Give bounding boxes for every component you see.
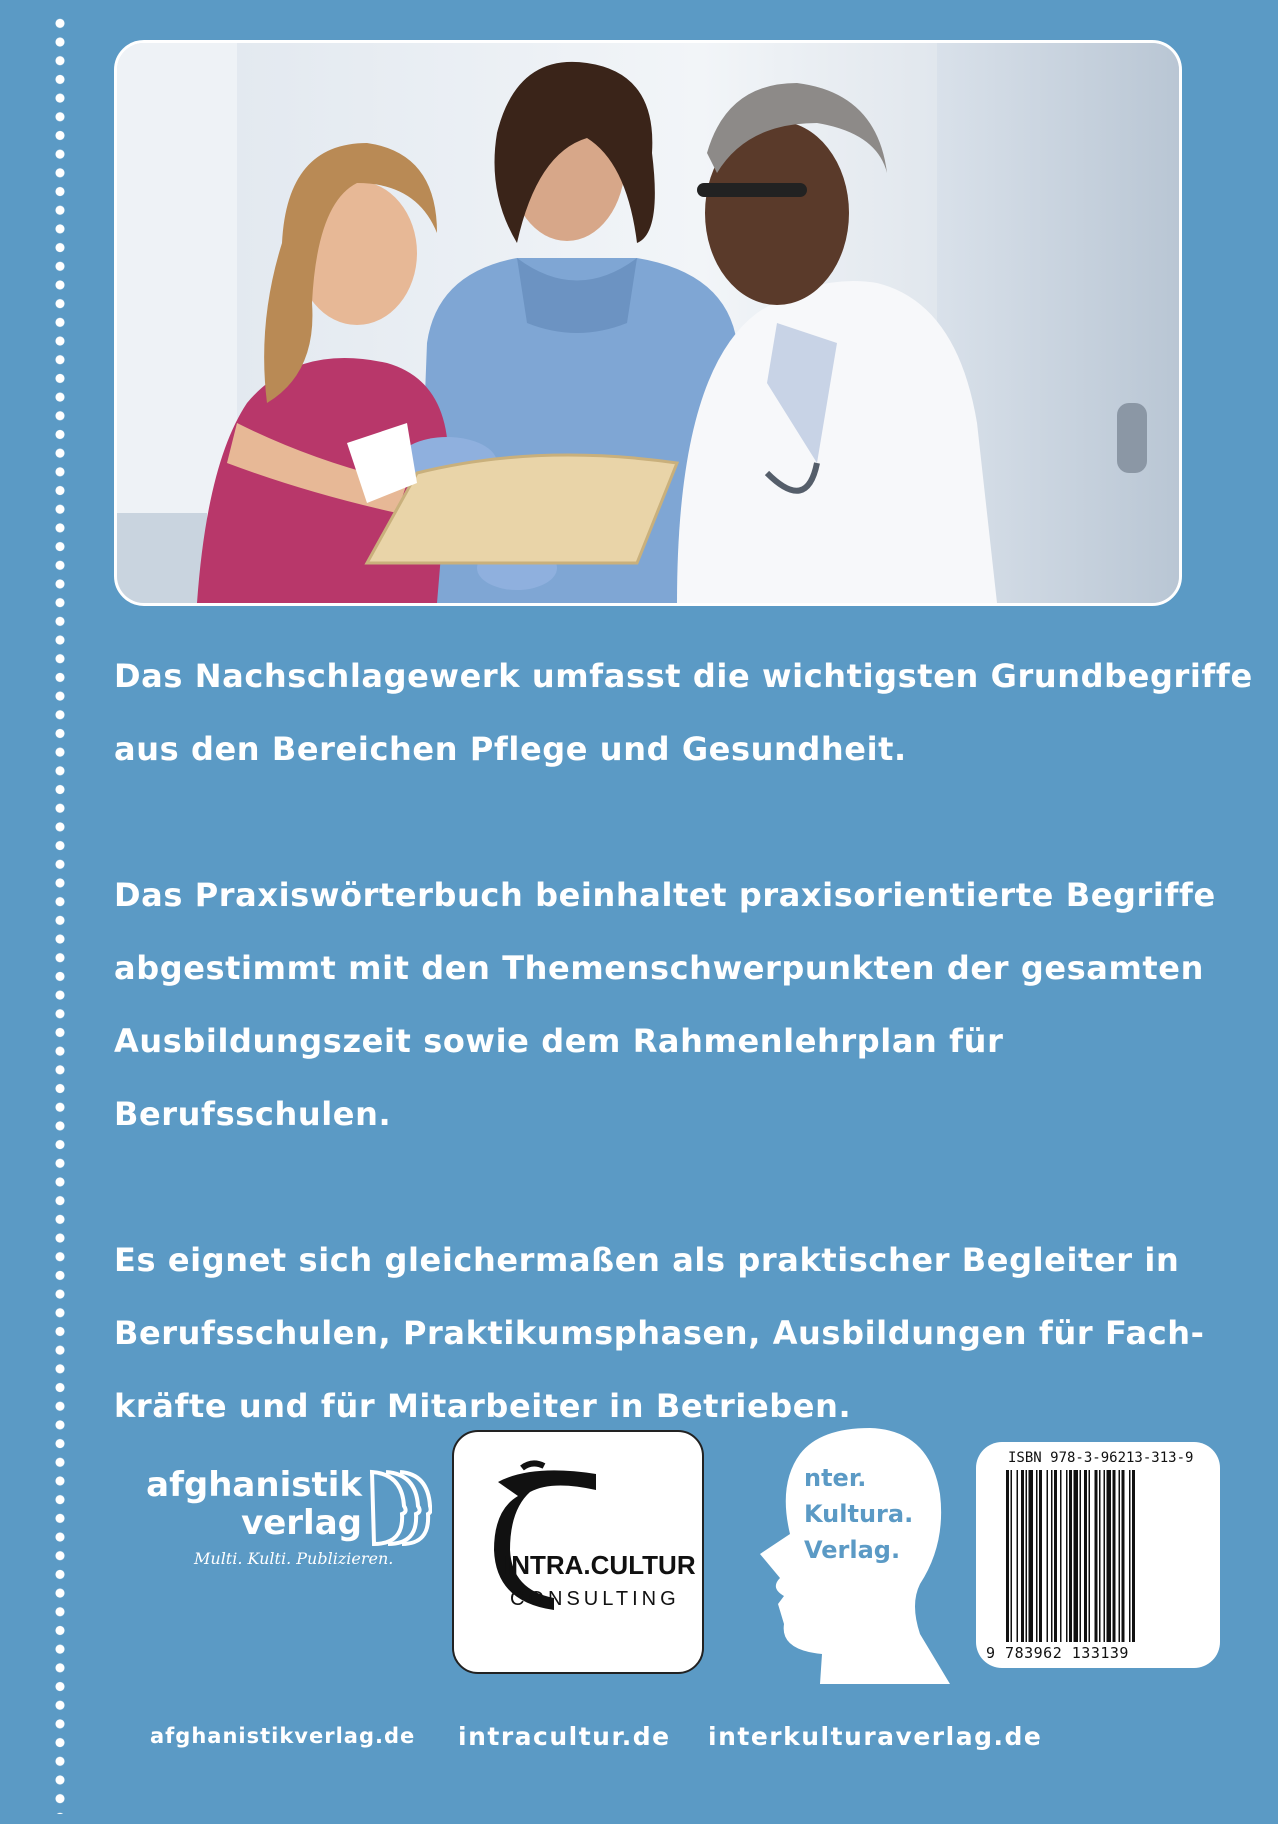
barcode-bar [1051, 1470, 1053, 1642]
barcode-bar [1026, 1470, 1028, 1642]
text-line: kräfte und für Mitarbeiter in Betrieben. [114, 1387, 852, 1425]
barcode-bar [1060, 1470, 1062, 1642]
barcode-bar [1054, 1470, 1057, 1642]
wordmark-line: nter. [804, 1464, 867, 1492]
stacked-heads-icon [368, 1468, 432, 1548]
cover-photo [114, 40, 1182, 606]
doctor-patient-illustration [117, 43, 1179, 603]
barcode-bar [1036, 1470, 1038, 1642]
consulting-name: CONSULTING [510, 1588, 680, 1610]
barcode-bar [1113, 1470, 1116, 1642]
barcode-bar [1099, 1470, 1101, 1642]
text-line: Es eignet sich gleichermaßen als praktischer Begleiter in [114, 1241, 1180, 1279]
barcode-bar [1084, 1470, 1087, 1642]
barcode-bar [1047, 1470, 1049, 1642]
intracultur-url[interactable]: intracultur.de [458, 1722, 671, 1751]
text-line: Ausbildungszeit sowie dem Rahmenlehrplan für [114, 1022, 1004, 1060]
wordmark-line: Kultura. [804, 1500, 914, 1528]
afghanistik-name: afghanistik [146, 1465, 362, 1505]
barcode-bar [1132, 1470, 1135, 1642]
barcode-bar [1107, 1470, 1112, 1642]
barcode-bar [1029, 1470, 1034, 1642]
interkultura-wordmark [804, 1460, 913, 1568]
isbn-barcode [976, 1442, 1220, 1668]
barcode-bar [1104, 1470, 1106, 1642]
text-line: Das Nachschlagewerk umfasst die wichtigsten Grundbegriffe [114, 657, 1253, 695]
barcode-bar [1066, 1470, 1068, 1642]
barcode-bar [1006, 1470, 1009, 1642]
barcode-bar [1122, 1470, 1125, 1642]
isbn-label: ISBN 978-3-96213-313-9 [1008, 1450, 1194, 1466]
barcode-bar [1017, 1470, 1019, 1642]
text-line: Das Praxiswörterbuch beinhaltet praxisorientierte Begriffe [114, 876, 1216, 914]
text-line: Berufsschulen. [114, 1095, 392, 1133]
intracultur-logo [452, 1430, 704, 1674]
description-text [114, 640, 1253, 1443]
text-line: abgestimmt mit den Themenschwerpunkten der gesamten [114, 949, 1204, 987]
barcode-bar [1095, 1470, 1098, 1642]
paragraph-1 [114, 640, 1253, 786]
verlag-name: verlag [241, 1503, 362, 1543]
paragraph-2 [114, 859, 1234, 1151]
interkultura-url[interactable]: interkulturaverlag.de [708, 1722, 1043, 1751]
barcode-bar [1074, 1470, 1079, 1642]
barcode-bar [1069, 1470, 1072, 1642]
isbn-number: 9 783962 133139 [986, 1644, 1129, 1662]
afghanistik-verlag-logo [146, 1465, 450, 1568]
barcode-bar [1089, 1470, 1091, 1642]
barcode-bar [1080, 1470, 1082, 1642]
wordmark-line: Verlag. [804, 1536, 901, 1564]
intracultur-name: INTRA.CULTUR [504, 1550, 696, 1580]
text-line: aus den Bereichen Pflege und Gesundheit. [114, 730, 907, 768]
text-line: Berufsschulen, Praktikumsphasen, Ausbildungen für Fach- [114, 1314, 1205, 1352]
dotted-border [53, 14, 67, 1814]
barcode-bar [1129, 1470, 1131, 1642]
paragraph-3 [114, 1224, 1234, 1443]
barcode-bar [1011, 1470, 1013, 1642]
barcode-bar [1039, 1470, 1042, 1642]
interkultura-logo [760, 1424, 960, 1684]
barcode-bar [1021, 1470, 1024, 1642]
afghanistik-tagline: Multi. Kulti. Publizieren. [194, 1549, 394, 1568]
barcode-icon [1006, 1470, 1190, 1642]
afghanistik-url[interactable]: afghanistikverlag.de [150, 1724, 416, 1748]
barcode-bar [1119, 1470, 1121, 1642]
